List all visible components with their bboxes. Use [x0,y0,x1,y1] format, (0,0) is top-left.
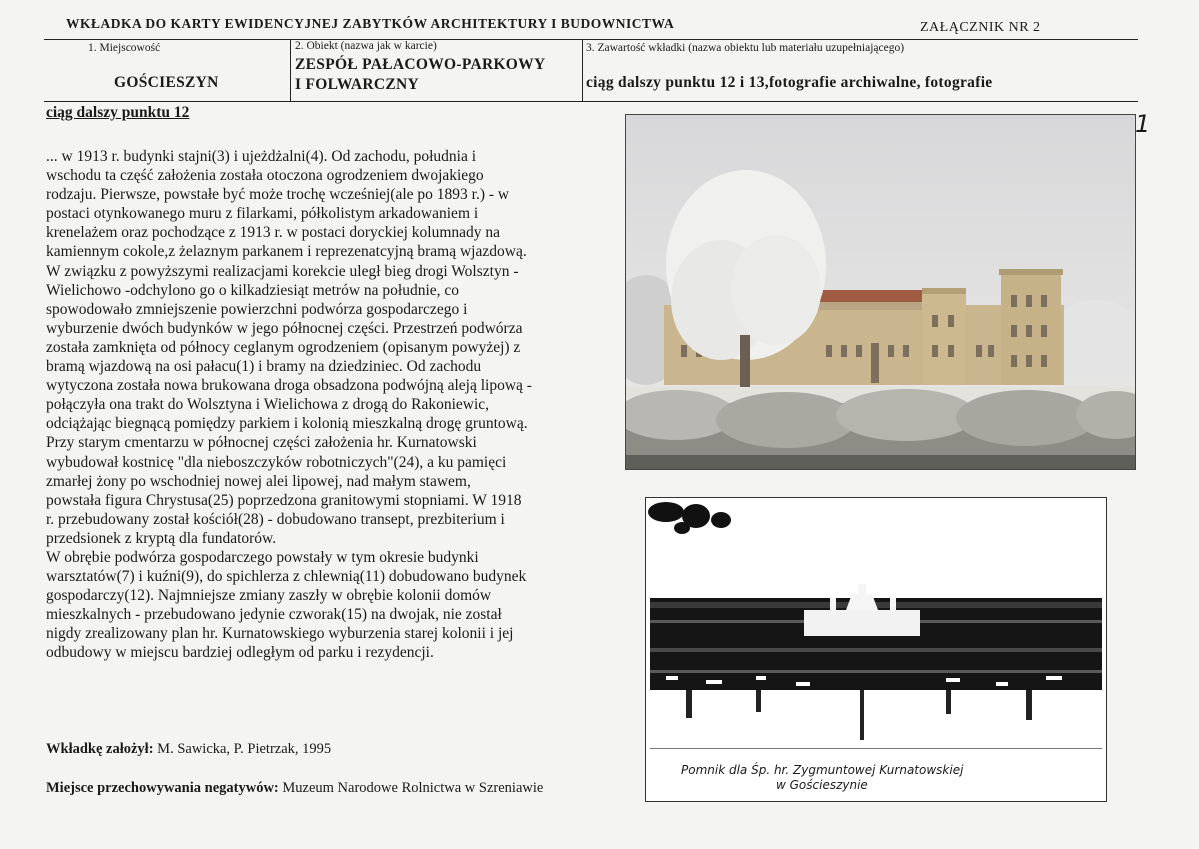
body-line: krenelażem oraz pochodzące z 1913 r. w postaci doryckiej kolumnady na [46,224,501,242]
table-bottom-border [44,101,1138,102]
table-top-border [44,39,1138,40]
place-label: 1. Miejscowość [88,42,161,54]
content-label: 3. Zawartość wkładki (nazwa obiektu lub materiału uzupełniającego) [586,42,905,54]
storage-label: Miejsce przechowywania negatywów: [46,780,279,796]
body-line: ... w 1913 r. budynki stajni(3) i ujeżdżalni(4). Od zachodu, południa i [46,148,477,165]
body-line: mieszkalnych - przebudowano jedynie czworak(15) na dwojak, nie został [46,606,502,624]
body-line: spowodowało zmniejszenie powierzchni podwórza gospodarczego i [46,300,468,318]
body-line: Wielichowo -odchylono go o kilkadziesiąt metrów na południe, co [46,281,460,299]
header-title: WKŁADKA DO KARTY EWIDENCYJNEJ ZABYTKÓW ARCHITEKTURY I BUDOWNICTWA [66,16,675,31]
body-line: odbudowy w miejscu bardziej odległym od parku i rezydencji. [46,644,434,662]
storage-value: Muzeum Narodowe Rolnictwa w Szreniawie [282,780,544,796]
body-line: postaci otynkowanego muru z filarkami, półkolistym arkadowaniem i [46,205,479,223]
table-divider-1 [290,39,291,101]
body-line: W obrębie podwórza gospodarczego powstały w tym okresie budynki [46,548,479,566]
monument-caption-line1: Pomnik dla Śp. hr. Zygmuntowej Kurnatowskiej [681,763,964,777]
body-line: r. przebudowany został kościół(28) - dobudowano transept, prezbiterium i [46,510,505,528]
annex-label: ZAŁĄCZNIK NR 2 [920,20,1041,35]
monument-photo-image [646,498,1106,801]
body-line: powstała figura Chrystusa(25) poprzedzona granitowymi stopniami. W 1918 [46,491,522,509]
body-line: bramą wjazdową na osi pałacu(1) i bramy na dziedziniec. Od zachodu [46,358,482,376]
body-line: W związku z powyższymi realizacjami korekcie uległ bieg drogi Wolsztyn - [46,262,519,280]
section-title: ciąg dalszy punktu 12 [46,104,190,121]
monument-photo [645,497,1107,802]
author-value: M. Sawicka, P. Pietrzak, 1995 [157,741,332,757]
place-value: GOŚCIESZYN [114,74,219,91]
body-line: kamiennym cokole,z żelaznym parkanem i reprezenatcyjną bramą wjazdową. [46,243,527,261]
object-value-line1: ZESPÓŁ PAŁACOWO-PARKOWY [295,56,546,73]
page-number: 1 [1135,110,1151,138]
body-line: wschodu ta część założenia została otoczona ogrodzeniem dwojakiego [46,167,484,185]
palace-photo-image [626,115,1135,469]
object-value-line2: I FOLWARCZNY [295,76,420,93]
body-line: gospodarczy(12). Najmniejsze zmiany zaszły w obrębie kolonii domów [46,587,492,605]
monument-caption-line2: w Gościeszynie [776,778,868,792]
content-value: ciąg dalszy punktu 12 i 13,fotografie archiwalne, fotografie [586,74,993,91]
table-divider-2 [582,39,583,101]
body-line: zmarłej żony po wschodniej nowej alei lipowej, nad małym stawem, [46,472,471,490]
object-label: 2. Obiekt (nazwa jak w karcie) [295,40,437,52]
author-line [46,741,331,758]
body-line: odciążając biegnącą pomiędzy parkiem i kolonią mieszkalną drogę gruntową. [46,415,528,433]
author-label: Wkładkę założył: [46,741,154,757]
body-line: nigdy zrealizowany plan hr. Kurnatowskiego wyburzenia starej kolonii i jej [46,625,514,643]
monument-caption [681,763,963,793]
body-line: rodzaju. Pierwsze, powstałe być może trochę wcześniej(ale po 1893 r.) - w [46,186,510,204]
body-line: wytyczona została nowa brukowana droga obsadzona podwójną aleją lipową - [46,377,532,395]
body-line: wyburzenie dwóch budynków w jego północnej części. Przestrzeń podwórza [46,319,523,337]
palace-photo [625,114,1136,470]
body-line: została zamknięta od północy ceglanym ogrodzeniem (opisanym powyżej) z [46,338,521,356]
body-line: warsztatów(7) i kuźni(9), do spichlerza z chlewnią(11) dobudowano budynek [46,568,527,586]
body-line: wybudował kostnicę "dla nieboszczyków robotniczych"(24), a ku pamięci [46,453,507,471]
body-line: przedsionek z kryptą dla fundatorów. [46,529,277,547]
storage-line [46,780,543,797]
body-line: Przy starym cmentarzu w północnej części założenia hr. Kurnatowski [46,434,477,452]
body-line: połączyła ona trakt do Wolsztyna i Wielichowa z drogą do Rakoniewic, [46,396,490,414]
body-text [46,147,586,663]
